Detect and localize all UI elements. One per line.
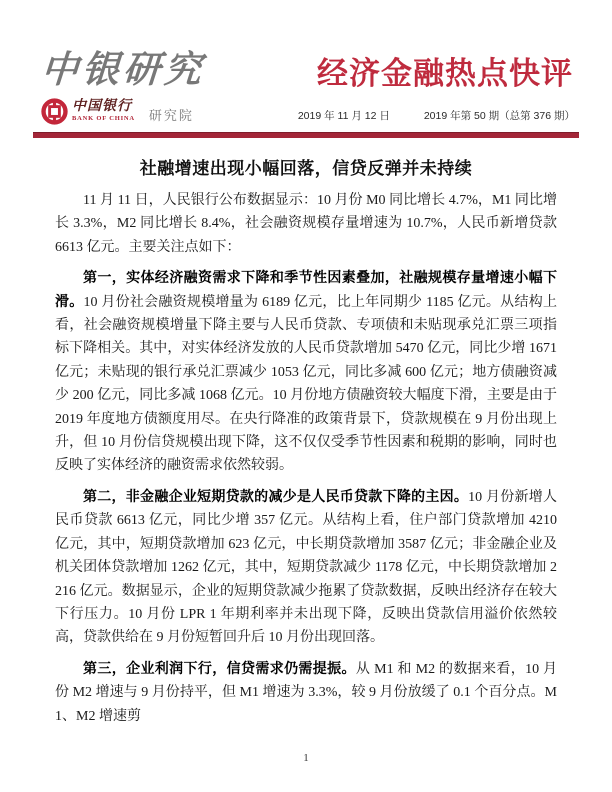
- paragraph-point-3-text: 从 M1 和 M2 的数据来看，10 月份 M2 增速与 9 月份持平，但 M1 增速为 3.3%，较 9 月份放缓了 0.1 个百分点。M1、M2 增速剪: [55, 661, 557, 724]
- bank-name-english: BANK OF CHINA: [72, 115, 135, 123]
- article-title: 社融增速出现小幅回落，信贷反弹并未持续: [139, 159, 473, 178]
- bank-name-chinese: 中国银行: [72, 99, 132, 115]
- paragraph-intro: [55, 189, 557, 259]
- publication-title: 经济金融热点快评: [317, 56, 573, 91]
- paragraph-point-1: [55, 267, 557, 478]
- paragraph-point-2: [55, 486, 557, 650]
- page-number: 1: [303, 752, 309, 764]
- paragraph-point-1-lead: 第一，实体经济融资需求下降和季节性因素叠加，社融规模存量增速小幅下滑。: [55, 271, 557, 310]
- paragraph-point-3-lead: 第三，企业利润下行，信贷需求仍需提振。: [83, 661, 356, 677]
- bank-logo-group: [41, 98, 194, 125]
- paragraph-point-2-text: 10 月份新增人民币贷款 6613 亿元，同比少增 357 亿元。从结构上看，住户部门贷款增加 4210 亿元，其中，短期贷款增加 623 亿元，中长期贷款增加 3587 亿元；非金融企业及机关团体贷款增加 1262 亿元，其中，短期贷款减少 1178 亿元，中长期贷款增加 2216 亿元。数据显示，企业的短期贷款减少拖累了贷款数据，反映出经济存在较大下行压力。10 月份 LPR 1 年期利率并未出现下降，反映出贷款信用溢价依然较高，贷款供给在 9 月份短暂回升后 10 月份出现回落。: [55, 489, 557, 646]
- paragraph-point-2-lead: 第二，非金融企业短期贷款的减少是人民币贷款下降的主因。: [83, 489, 469, 505]
- header-top-row: [33, 52, 579, 89]
- header-bottom-row: [33, 98, 579, 125]
- paragraph-point-3: [55, 658, 557, 728]
- publication-date: 2019 年 11 月 12 日: [297, 110, 390, 122]
- paragraph-intro-text: 11 月 11 日，人民银行公布数据显示：10 月份 M0 同比增长 4.7%，M1 同比增长 3.3%，M2 同比增长 8.4%，社会融资规模存量增速为 10.7%，人民币新增贷款 6613 亿元。主要关注点如下：: [55, 193, 557, 255]
- date-issue-block: [298, 108, 575, 125]
- bank-name-block: [72, 100, 135, 123]
- brand-calligraphy-logo: 中银研究: [39, 50, 207, 91]
- article-body: [33, 154, 579, 728]
- issue-number: 2019 年第 50 期（总第 376 期）: [423, 110, 575, 122]
- department-label: 研究院: [148, 108, 194, 123]
- header-divider-rule: [33, 132, 579, 138]
- bank-of-china-coin-icon: [41, 98, 68, 125]
- paragraph-point-1-text: 10 月份社会融资规模增量为 6189 亿元，比上年同期少 1185 亿元。从结构上看，社会融资规模增量下降主要与人民币贷款、专项债和未贴现承兑汇票三项指标下降相关。其中，对实体经济发放的人民币贷款增加 5470 亿元，同比少增 1671 亿元；未贴现的银行承兑汇票减少 1053 亿元，同比多减 600 亿元；地方债融资减少 200 亿元，同比多减 1068 亿元。10 月份地方债融资较大幅度下滑，主要是由于 2019 年度地方债额度用尽。在央行降准的政策背景下，贷款规模在 9 月份出现上升，但 10 月份信贷规模出现下降，这不仅仅受季节性因素和税期的影响，同时也反映了实体经济的融资需求依然较弱。: [55, 294, 557, 474]
